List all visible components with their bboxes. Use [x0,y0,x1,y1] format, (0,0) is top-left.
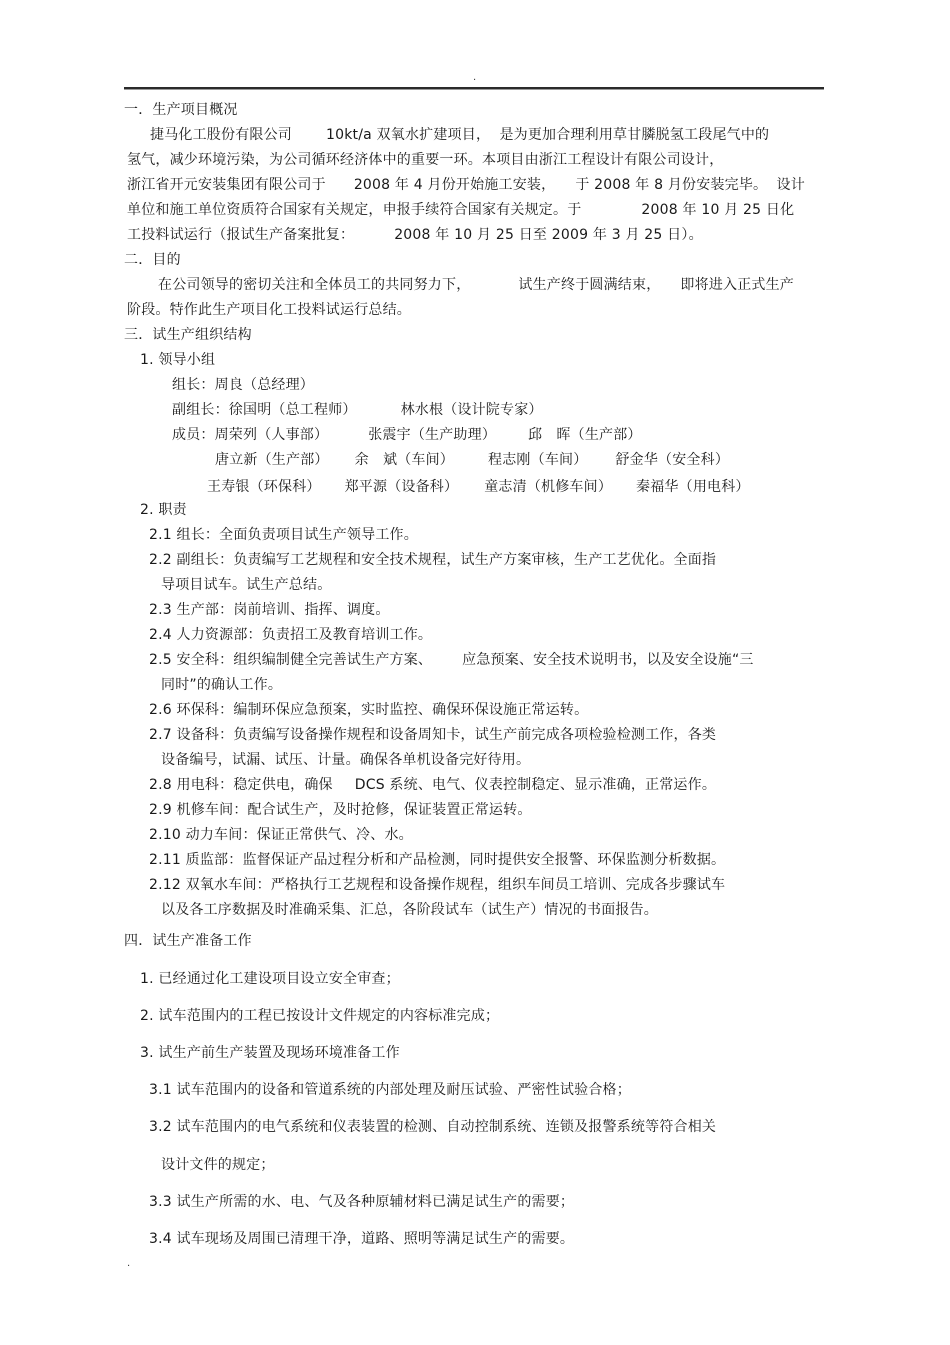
item-text: 试车现场及周围已清理干净，道路、照明等满足试生产的需要。 [176,1231,575,1247]
header-mark: . [473,72,477,83]
item-number: 3. [140,1045,154,1061]
members-line [207,478,750,496]
paragraph-line: 氢气，减少环境污染，为公司循环经济体中的重要一环。本项目由浙江工程设计有限公司设计， [127,152,724,168]
item-number: 3.3 [149,1194,172,1210]
item-text: 用电科：稳定供电，确保 [176,777,333,793]
member: 周荣列（人事部） [214,427,329,443]
paragraph-line: 阶段。特作此生产项目化工投料试运行总结。 [127,302,411,318]
duty-item [149,651,754,669]
item-text: 生产部：岗前培训、指挥、调度。 [176,602,390,618]
text-run: 即将进入正式生产 [680,277,795,293]
item-text: 试生产所需的水、电、气及各种原辅材料已满足试生产的需要； [176,1194,575,1210]
item-text: 设备科：负责编写设备操作规程和设备周知卡，试生产前完成各项检验检测工作，各类 [176,727,717,743]
duty-item [149,851,725,869]
duty-item [149,801,532,819]
item-number: 2.6 [149,702,172,718]
item-number: 2.8 [149,777,172,793]
item-number: 2.2 [149,552,172,568]
members-line [215,451,729,469]
item-number: 2.10 [149,827,181,843]
text-run: 林水根（设计院专家） [400,402,543,418]
duty-item-cont: 同时”的确认工作。 [161,677,283,693]
duty-item [149,876,725,894]
prep-item [140,1007,499,1025]
item-number: 2.5 [149,652,172,668]
item-text: 副组长：负责编写工艺规程和安全技术规程，试生产方案审核，生产工艺优化。全面指 [176,552,717,568]
item-number: 2.7 [149,727,172,743]
item-number: 2.3 [149,602,172,618]
duty-item [149,776,716,794]
item-text: 已经通过化工建设项目设立安全审查； [158,971,400,987]
item-number: 3.1 [149,1082,172,1098]
paragraph-line [127,201,794,219]
section-title: 四．试生产准备工作 [124,933,252,949]
leader-line: 组长：周良（总经理） [172,377,314,393]
member: 秦福华（用电科） [636,479,750,495]
item-number: 2.1 [149,527,172,543]
item-text: 试生产前生产装置及现场环境准备工作 [158,1045,400,1061]
text-run: 副组长：徐国明（总工程师） [172,402,357,418]
item-text: 安全科：组织编制健全完善试生产方案、 [176,652,433,668]
duty-item [149,526,418,544]
item-number: 2.4 [149,627,172,643]
text-run: 试生产终于圆满结束， [518,277,661,293]
member: 张震宇（生产助理） [368,427,497,443]
item-number: 3.4 [149,1231,172,1247]
item-text: 质监部：监督保证产品过程分析和产品检测，同时提供安全报警、环保监测分析数据。 [185,852,726,868]
item-text: 试车范围内的设备和管道系统的内部处理及耐压试验、严密性试验合格； [176,1082,631,1098]
subsection-title: 2. 职责 [140,502,187,518]
paragraph-line [158,276,794,294]
text-run: 捷马化工股份有限公司 [150,127,292,143]
item-text: DCS 系统、电气、仪表控制稳定、显示准确，正常运作。 [354,777,717,793]
deputy-line [172,401,543,419]
member: 邱 晖（生产部） [528,427,642,443]
subsection-title: 1. 领导小组 [140,352,216,368]
header-rule [124,87,824,90]
prep-subitem [149,1081,631,1099]
member: 余 斌（车间） [354,452,455,468]
prep-item [140,1044,400,1062]
text-run: 工投料试运行（报试生产备案批复： [127,227,355,243]
duty-item [149,701,588,719]
text-run: 在公司领导的密切关注和全体员工的共同努力下， [158,277,471,293]
duty-item-cont: 以及各工序数据及时准确采集、汇总，各阶段试车（试生产）情况的书面报告。 [161,902,658,918]
prep-subitem [149,1118,716,1136]
paragraph-line [150,126,769,144]
item-text: 环保科：编制环保应急预案，实时监控、确保环保设施正常运转。 [176,702,589,718]
member: 童志清（机修车间） [484,479,613,495]
section-title: 二．目的 [124,252,181,268]
duty-item [149,551,716,569]
duty-item-cont: 导项目试车。试生产总结。 [161,577,332,593]
members-line [172,426,642,444]
item-number: 2.12 [149,877,181,893]
item-number: 2.9 [149,802,172,818]
item-text: 试车范围内的电气系统和仪表装置的检测、自动控制系统、连锁及报警系统等符合相关 [176,1119,717,1135]
item-number: 2. [140,1008,154,1024]
text-run: 浙江省开元安装集团有限公司于 [127,177,326,193]
paragraph-line [127,226,703,244]
paragraph-line [127,176,805,194]
item-text: 动力车间：保证正常供气、冷、水。 [185,827,413,843]
prep-subitem-cont: 设计文件的规定； [161,1157,275,1173]
item-text: 组长：全面负责项目试生产领导工作。 [176,527,418,543]
prep-subitem [149,1230,574,1248]
duty-item [149,626,432,644]
duty-item [149,726,716,744]
member: 郑平源（设备科） [344,479,459,495]
duty-item [149,601,390,619]
member: 程志刚（车间） [488,452,588,468]
footer-mark: . [127,1258,131,1269]
member: 王寿银（环保科） [207,479,321,495]
item-number: 3.2 [149,1119,172,1135]
item-text: 机修车间：配合试生产，及时抢修，保证装置正常运转。 [176,802,532,818]
section-title: 一．生产项目概况 [124,102,238,118]
text-run: 于 2008 年 8 月份安装完毕。 设计 [575,177,805,193]
member: 唐立新（生产部） [215,452,329,468]
prep-item [140,970,400,988]
duty-item [149,826,413,844]
item-number: 2.11 [149,852,181,868]
text-run: 单位和施工单位资质符合国家有关规定，申报手续符合国家有关规定。于 [127,202,582,218]
text-run: 2008 年 4 月份开始施工安装， [353,177,556,193]
member: 舒金华（安全科） [615,452,730,468]
text-run: 10kt/a 双氧水扩建项目， 是为更加合理利用草甘膦脱氢工段尾气中的 [326,127,770,143]
duty-item-cont: 设备编号，试漏、试压、计量。确保各单机设备完好待用。 [161,752,531,768]
prep-subitem [149,1193,574,1211]
item-text: 人力资源部：负责招工及教育培训工作。 [176,627,433,643]
item-text: 双氧水车间：严格执行工艺规程和设备操作规程，组织车间员工培训、完成各步骤试车 [185,877,726,893]
item-text: 应急预案、安全技术说明书，以及安全设施“三 [462,652,754,668]
item-text: 试车范围内的工程已按设计文件规定的内容标准完成； [158,1008,500,1024]
text-run: 2008 年 10 月 25 日化 [641,202,795,218]
text-run: 成员： [172,427,215,443]
section-title: 三．试生产组织结构 [124,327,252,343]
item-number: 1. [140,971,154,987]
text-run: 2008 年 10 月 25 日至 2009 年 3 月 25 日）。 [394,227,703,243]
